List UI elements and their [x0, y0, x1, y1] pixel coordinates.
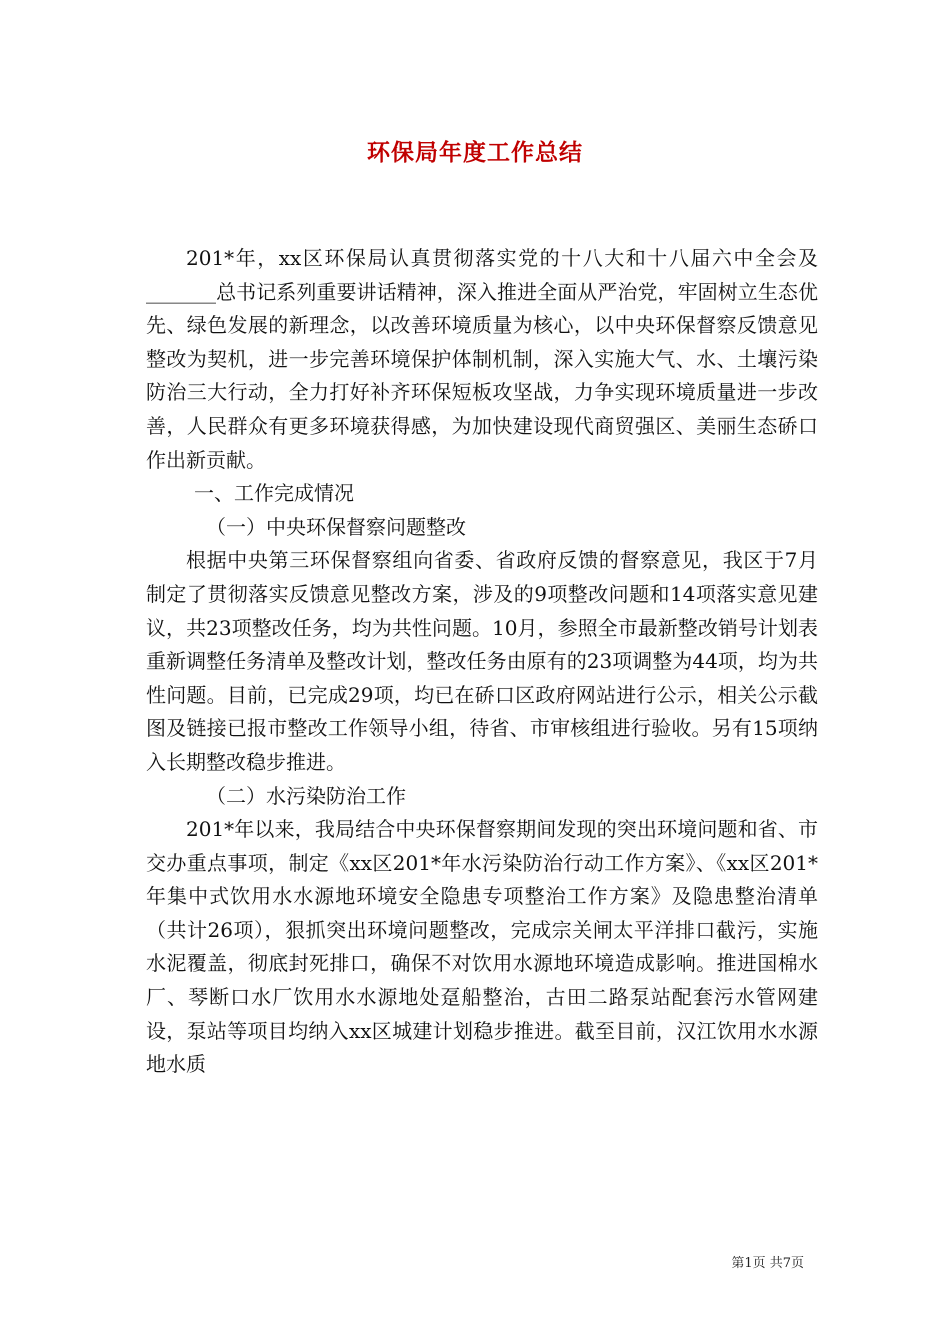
document-title: 环保局年度工作总结 [367, 139, 583, 166]
section-heading-work-completion: 一、工作完成情况 [194, 481, 354, 506]
page-number-footer: 第1页 共7页 [731, 1256, 804, 1271]
water-pollution-paragraph: 201*年以来，我局结合中央环保督察期间发现的突出环境问题和省、市交办重点事项，制定《xx区201*年水污染防治行动工作方案》、《xx区201*年集中式饮用水水源地环境安全隐患专项整治工作方案》及隐患整治清单（共计26项），狠抓突出环境问题整改，完成宗关闸太平洋排口截污，实施水泥覆盖，彻底封死排口，确保不对饮用水源地环境造成影响。推进国棉水厂、琴断口水厂饮用水水源地处趸船整治，古田二路泵站配套污水管网建设，泵站等项目均纳入xx区城建计划稳步推进。截至目前，汉江饮用水水源地水质 [146, 817, 818, 1077]
inspection-paragraph: 根据中央第三环保督察组向省委、省政府反馈的督察意见，我区于7月制定了贯彻落实反馈意见整改方案，涉及的9项整改问题和14项落实意见建议，共23项整改任务，均为共性问题。10月，参照全市最新整改销号计划表重新调整任务清单及整改计划，整改任务由原有的23项调整为44项，均为共性问题。目前，已完成29项，均已在硚口区政府网站进行公示，相关公示截图及链接已报市整改工作领导小组，待省、市审核组进行验收。另有15项纳入长期整改稳步推进。 [146, 548, 818, 774]
document-body [146, 242, 818, 1082]
subsection-heading-inspection-rectification: （一）中央环保督察问题整改 [206, 514, 466, 539]
subsection-heading-water-pollution: （二）水污染防治工作 [206, 783, 406, 808]
intro-paragraph: 201*年，xx区环保局认真贯彻落实党的十八大和十八届六中全会及_______总书记系列重要讲话精神，深入推进全面从严治党，牢固树立生态优先、绿色发展的新理念，以改善环境质量为核心，以中央环保督察反馈意见整改为契机，进一步完善环境保护体制机制，深入实施大气、水、土壤污染防治三大行动，全力打好补齐环保短板攻坚战，力争实现环境质量进一步改善，人民群众有更多环境获得感，为加快建设现代商贸强区、美丽生态硚口作出新贡献。 [146, 246, 818, 472]
